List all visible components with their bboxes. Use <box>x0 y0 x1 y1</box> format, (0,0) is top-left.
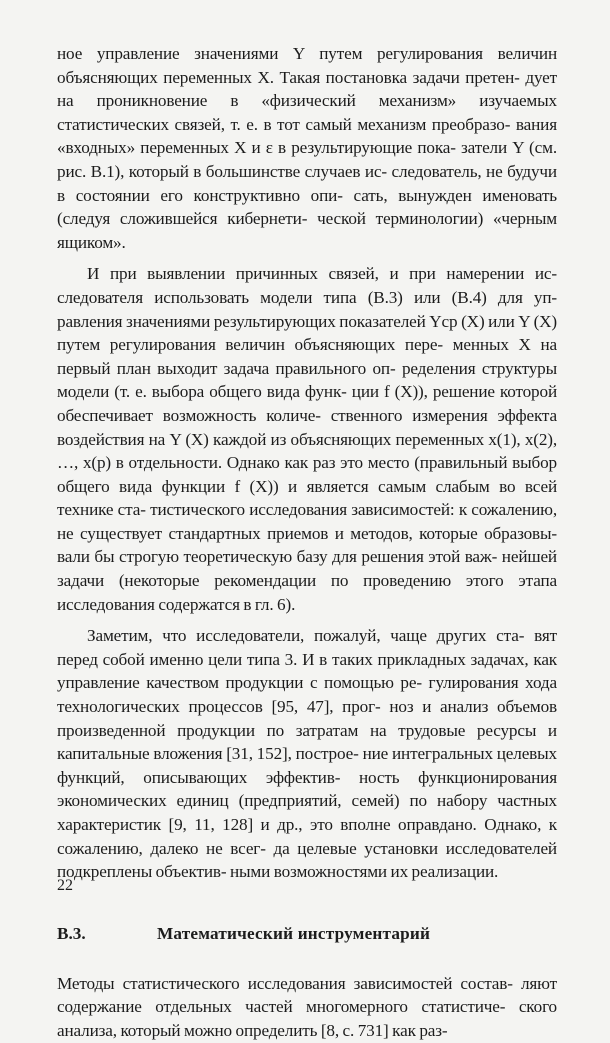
p2-line: функции f (X)) и является самым слабым во всей технике ста- <box>57 476 557 520</box>
p3-line: задачах, как управление качеством продукции с помощью ре- <box>57 649 557 693</box>
p1-line: статистических связей, т. е. в тот самый механизм преобразо- <box>57 114 511 134</box>
p1-line: затели Y (см. рис. В.1), который в большинстве случаев ис- <box>57 138 557 181</box>
paragraph-3 <box>57 624 557 884</box>
p2-line: И при выявлении причинных связей, и при намерении ис- <box>87 264 557 284</box>
p3-line: гулирования хода технологических процессов [95, 47], прог- <box>57 673 557 717</box>
p1-line: дует на проникновение в «физический механизм» изучаемых <box>57 67 557 111</box>
p3-line: ние интегральных целевых функций, описывающих эффектив- <box>57 744 557 787</box>
p1-line: вания «входных» переменных X и ε в результирующие пока- <box>57 114 557 158</box>
p2-line: вали бы строгую теоретическую базу для решения этой важ- <box>57 547 498 567</box>
p2-line: ределения структуры модели (т. е. выбора общего вида функ- <box>57 358 557 402</box>
page-number: 22 <box>57 877 73 894</box>
p2-line: нейшей задачи (некоторые рекомендации по проведению этого <box>57 547 557 591</box>
p2-line: ственного измерения эффекта воздействия на Y (X) каждой из <box>57 405 557 449</box>
p1-line: объясняющих переменных X. Такая постановка задачи претен- <box>57 67 520 87</box>
p2-line: менных X на первый план выходит задача правильного оп- <box>57 335 557 378</box>
p3-line: семей) по набору частных характеристик [9, 11, 128] и др., <box>57 791 557 834</box>
p2-line: ции f (X)), решение которой обеспечивает возможность количе- <box>57 382 557 425</box>
p2-line: следователя использовать модели типа (В.3) или (В.4) для уп- <box>57 287 557 307</box>
p2-line: тистического исследования зависимостей: к сожалению, не <box>57 500 557 543</box>
p3-line: трудовые ресурсы и капитальные вложения [31, 152], построе- <box>57 720 557 764</box>
p3-line: Заметим, что исследователи, пожалуй, чаще других ста- <box>87 626 525 646</box>
section-heading <box>57 922 557 945</box>
p1-line: сать, вынужден именовать (следуя сложившейся кибернети- <box>57 185 557 229</box>
p2-line: Однако как раз это место (правильный выбор общего вида <box>57 453 557 496</box>
p3-line: ность функционирования экономических единиц (предприятий, <box>57 767 557 811</box>
p4-line: Методы статистического исследования зависимостей состав- <box>57 973 513 993</box>
p2-line: объясняющих переменных x(1), x(2), …, x(p) в отдельности. <box>57 429 557 473</box>
p1-line: ческой терминологии) «черным ящиком». <box>57 209 557 252</box>
p2-line: существует стандартных приемов и методов, которые образовы- <box>80 523 557 543</box>
p2-line: этапа исследования содержатся в гл. 6). <box>57 571 557 614</box>
p1-line: следователь, не будучи в состоянии его конструктивно опи- <box>57 161 557 205</box>
p3-line: ными возможностями их реализации. <box>229 862 499 882</box>
p4-line: ского анализа, который можно определить [8, с. 731] как раз- <box>57 997 557 1040</box>
p2-line: равления значениями результирующих показателей Yср (X) <box>57 311 485 331</box>
p3-line: это вполне оправдано. Однако, к сожалению, далеко не всег- <box>57 815 557 858</box>
paragraph-2 <box>57 262 557 616</box>
p3-line: ноз и анализ объемов произведенной продукции по затратам на <box>57 697 557 740</box>
p4-line: ляют содержание отдельных частей многомерного статистиче- <box>57 973 557 1017</box>
section-title: Математический инструментарий <box>157 923 431 943</box>
p1-line: ное управление значениями Y путем регулирования величин <box>57 44 557 63</box>
p3-line: да целевые установки исследователей подкреплены объектив- <box>57 838 557 882</box>
paragraph-4 <box>57 972 557 1043</box>
page-body <box>57 42 557 1043</box>
p2-line: или Y (X) путем регулирования величин объясняющих пере- <box>57 311 557 355</box>
p3-line: вят перед собой именно цели типа 3. И в таких прикладных <box>57 626 557 669</box>
paragraph-1 <box>57 42 557 254</box>
section-number: В.3. <box>57 923 86 943</box>
